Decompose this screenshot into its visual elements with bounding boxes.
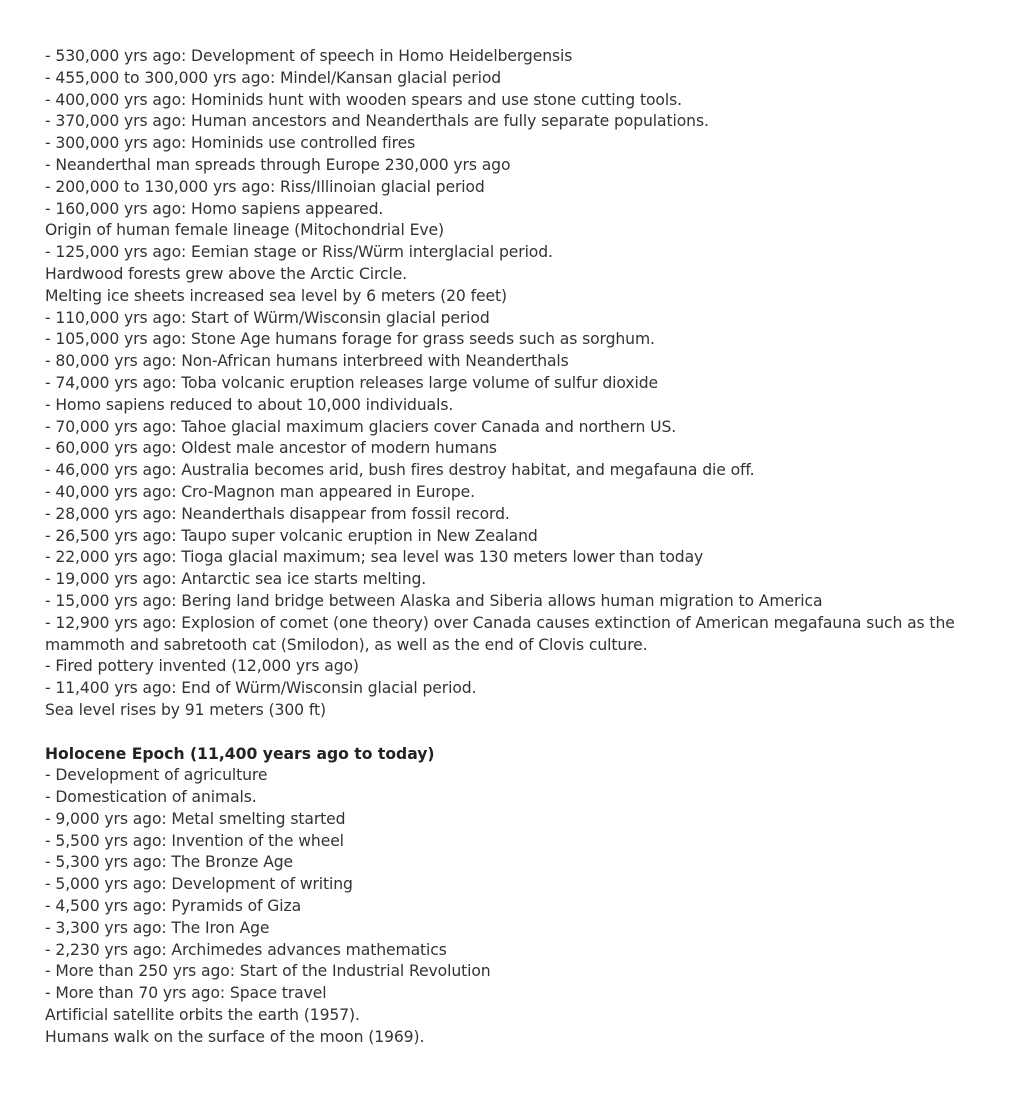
timeline-entry: - 125,000 yrs ago: Eemian stage or Riss/Würm interglacial period. <box>45 243 553 262</box>
timeline-entry: - Domestication of animals. <box>45 788 257 807</box>
timeline-entry: - 19,000 yrs ago: Antarctic sea ice starts melting. <box>45 570 427 589</box>
timeline-entry: Humans walk on the surface of the moon (1969). <box>45 1027 425 1046</box>
timeline-entry: - Homo sapiens reduced to about 10,000 individuals. <box>45 395 454 414</box>
timeline-entry: - Development of agriculture <box>45 766 268 785</box>
timeline-entry: Origin of human female lineage (Mitochondrial Eve) <box>45 221 444 240</box>
timeline-entry: - 5,000 yrs ago: Development of writing <box>45 875 353 894</box>
timeline-entry: - 455,000 to 300,000 yrs ago: Mindel/Kansan glacial period <box>45 68 502 87</box>
timeline-entry: - 200,000 to 130,000 yrs ago: Riss/Illinoian glacial period <box>45 177 485 196</box>
timeline-entry: - 2,230 yrs ago: Archimedes advances mathematics <box>45 940 447 959</box>
timeline-entry: - 4,500 yrs ago: Pyramids of Giza <box>45 897 302 916</box>
timeline-entry: - 46,000 yrs ago: Australia becomes arid, bush fires destroy habitat, and megafauna die off. <box>45 461 755 480</box>
timeline-entry: - 40,000 yrs ago: Cro-Magnon man appeared in Europe. <box>45 482 475 501</box>
timeline-entry: - 370,000 yrs ago: Human ancestors and Neanderthals are fully separate populations. <box>45 112 709 131</box>
timeline-entry: Melting ice sheets increased sea level by 6 meters (20 feet) <box>45 286 507 305</box>
timeline-entry: Hardwood forests grew above the Arctic Circle. <box>45 264 408 283</box>
timeline-entry: - 105,000 yrs ago: Stone Age humans forage for grass seeds such as sorghum. <box>45 330 655 349</box>
timeline-entry: - 9,000 yrs ago: Metal smelting started <box>45 809 346 828</box>
timeline-entry: - 60,000 yrs ago: Oldest male ancestor of modern humans <box>45 439 497 458</box>
timeline-entry: - 74,000 yrs ago: Toba volcanic eruption releases large volume of sulfur dioxide <box>45 373 659 392</box>
timeline-entry: - Neanderthal man spreads through Europe 230,000 yrs ago <box>45 155 511 174</box>
section-gap <box>45 722 983 744</box>
timeline-entry-comet: - 12,900 yrs ago: Explosion of comet (one theory) over Canada causes extinction of American megafauna such as the mammoth and sabretooth cat (Smilodon), as well as the end of Clovis culture. <box>45 613 955 654</box>
timeline-entry: - 28,000 yrs ago: Neanderthals disappear from fossil record. <box>45 504 510 523</box>
timeline-entry: - 22,000 yrs ago: Tioga glacial maximum; sea level was 130 meters lower than today <box>45 548 704 567</box>
timeline-entry: - 26,500 yrs ago: Taupo super volcanic eruption in New Zealand <box>45 526 538 545</box>
timeline-entry: - 5,300 yrs ago: The Bronze Age <box>45 853 294 872</box>
timeline-entry: Artificial satellite orbits the earth (1957). <box>45 1006 360 1025</box>
pleistocene-tail <box>45 656 983 721</box>
timeline-entry: - 15,000 yrs ago: Bering land bridge between Alaska and Siberia allows human migration to America <box>45 591 823 610</box>
timeline-entry: - 160,000 yrs ago: Homo sapiens appeared. <box>45 199 384 218</box>
timeline-entry: - More than 250 yrs ago: Start of the Industrial Revolution <box>45 962 491 981</box>
timeline-entry: - 11,400 yrs ago: End of Würm/Wisconsin glacial period. <box>45 679 477 698</box>
holocene-section <box>45 765 983 1048</box>
pleistocene-section <box>45 46 983 613</box>
timeline-entry: - 400,000 yrs ago: Hominids hunt with wooden spears and use stone cutting tools. <box>45 90 682 109</box>
holocene-heading: Holocene Epoch (11,400 years ago to today) <box>45 744 435 763</box>
timeline-entry: - Fired pottery invented (12,000 yrs ago) <box>45 657 359 676</box>
timeline-entry: - 70,000 yrs ago: Tahoe glacial maximum glaciers cover Canada and northern US. <box>45 417 677 436</box>
timeline-entry: Sea level rises by 91 meters (300 ft) <box>45 700 326 719</box>
timeline-entry: - 80,000 yrs ago: Non-African humans interbreed with Neanderthals <box>45 352 569 371</box>
timeline-entry: - 530,000 yrs ago: Development of speech in Homo Heidelbergensis <box>45 47 573 65</box>
timeline-entry: - 3,300 yrs ago: The Iron Age <box>45 918 270 937</box>
timeline-entry: - 110,000 yrs ago: Start of Würm/Wisconsin glacial period <box>45 308 490 327</box>
timeline-entry: - More than 70 yrs ago: Space travel <box>45 984 327 1003</box>
timeline-entry: - 300,000 yrs ago: Hominids use controlled fires <box>45 134 416 153</box>
timeline-entry: - 5,500 yrs ago: Invention of the wheel <box>45 831 344 850</box>
